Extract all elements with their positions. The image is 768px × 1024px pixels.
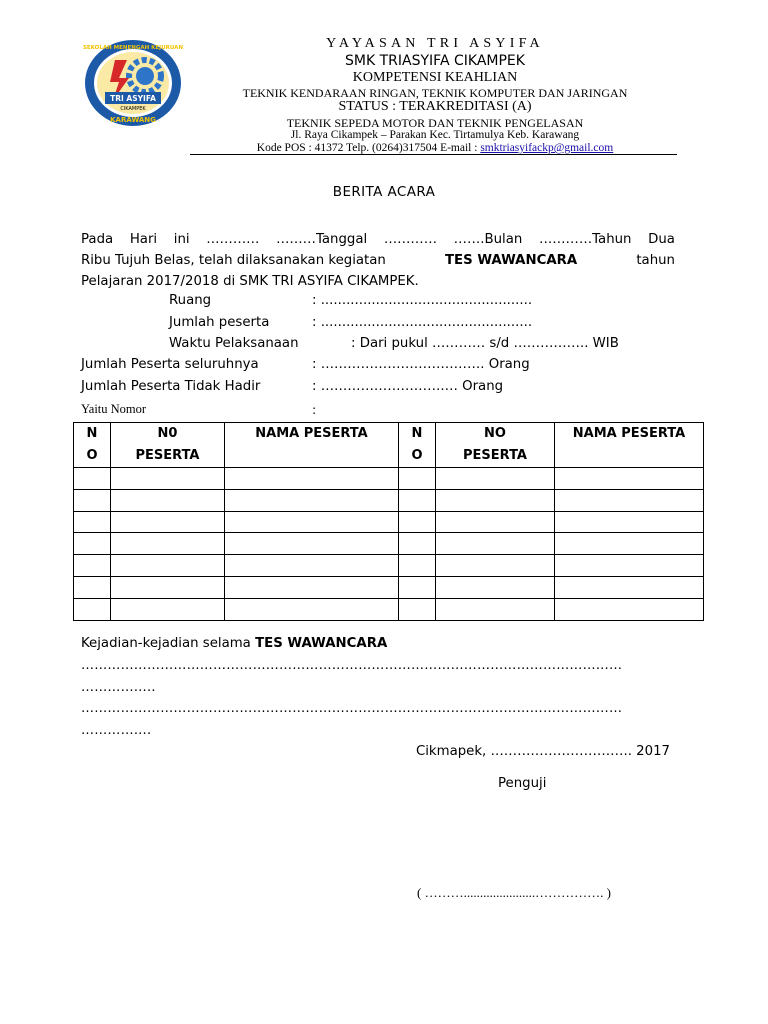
contact-prefix: Kode POS : 41372 Telp. (0264)317504 E-mail :: [256, 142, 481, 154]
table-row: [74, 598, 704, 620]
header-no-peserta-right: NO PESERTA: [436, 423, 555, 468]
table-cell: [436, 576, 555, 598]
incidents-activity: TES WAWANCARA: [255, 636, 388, 651]
intro-word: …………: [383, 232, 438, 247]
incidents-line-1: ……………………………………………………………………………………………………………: [81, 658, 623, 673]
table-cell: [111, 598, 225, 620]
table-cell: [225, 555, 399, 577]
intro-word: …….Bulan: [453, 232, 523, 247]
table-cell: [74, 468, 111, 490]
logo-ring-text: SEKOLAH MENENGAH KEJURUAN: [83, 45, 183, 51]
table-cell: [74, 555, 111, 577]
header-no-peserta-left: N0 PESERTA: [111, 423, 225, 468]
table-row: [74, 576, 704, 598]
accreditation-status: STATUS : TERAKREDITASI (A): [338, 99, 532, 114]
table-cell: [436, 489, 555, 511]
table-cell: [111, 555, 225, 577]
table-cell: [436, 555, 555, 577]
school-name: SMK TRIASYIFA CIKAMPEK: [345, 53, 525, 69]
table-cell: [225, 576, 399, 598]
table-row: [74, 555, 704, 577]
peserta-seluruhnya-label: Jumlah Peserta seluruhnya: [81, 357, 259, 372]
table-row: [74, 511, 704, 533]
place-date: Cikmapek, ………………………….. 2017: [415, 744, 670, 759]
table-row: [74, 533, 704, 555]
header-no-left: N O: [74, 423, 111, 468]
foundation-name: YAYASAN TRI ASYIFA: [326, 36, 544, 51]
letterhead-divider: [190, 154, 677, 155]
logo-bottom-text: KARAWANG: [110, 116, 156, 124]
school-contact: [190, 142, 680, 154]
peserta-tidak-hadir-label: Jumlah Peserta Tidak Hadir: [81, 379, 261, 394]
table-cell: [399, 555, 436, 577]
table-cell: [225, 489, 399, 511]
incidents-line-2-cont: …………….: [81, 723, 152, 738]
intro-paragraph: [81, 229, 675, 292]
table-cell: [225, 468, 399, 490]
table-cell: [399, 511, 436, 533]
table-cell: [399, 489, 436, 511]
intro-word: ………Tanggal: [276, 232, 368, 247]
school-crest-logo: [83, 38, 183, 128]
signature-line: ( ………......................……………. ): [417, 885, 611, 900]
table-cell: [111, 533, 225, 555]
table-cell: [555, 511, 704, 533]
table-cell: [225, 533, 399, 555]
yaitu-nomor-value: :: [312, 402, 317, 417]
table-cell: [555, 576, 704, 598]
table-cell: [555, 533, 704, 555]
table-cell: [111, 511, 225, 533]
table-cell: [225, 511, 399, 533]
intro-line-2-end: tahun: [636, 253, 675, 268]
intro-word: …………Tahun: [538, 232, 632, 247]
participants-table: [73, 422, 704, 621]
programs-line-2: TEKNIK SEPEDA MOTOR DAN TEKNIK PENGELASAN: [286, 116, 584, 130]
activity-name: TES WAWANCARA: [444, 253, 578, 268]
programs-line-1: TEKNIK KENDARAAN RINGAN, TEKNIK KOMPUTER DAN JARINGAN: [242, 86, 628, 100]
intro-line-2-text: Ribu Tujuh Belas, telah dilaksanakan kegiatan: [81, 253, 386, 268]
table-cell: [399, 468, 436, 490]
waktu-label: Waktu Pelaksanaan: [169, 336, 299, 351]
table-cell: [436, 468, 555, 490]
intro-word: ini: [173, 232, 190, 247]
ruang-label: Ruang: [169, 293, 212, 308]
table-cell: [74, 598, 111, 620]
intro-line-2: [81, 250, 675, 271]
table-cell: [399, 598, 436, 620]
email-link[interactable]: smktriasyifackp@gmail.com: [480, 142, 614, 154]
school-address: Jl. Raya Cikampek – Parakan Kec. Tirtamulya Keb. Karawang: [290, 129, 580, 141]
jumlah-peserta-value: : ..................................................: [312, 315, 533, 330]
intro-word: Pada: [81, 232, 114, 247]
incidents-label-text: Kejadian-kejadian selama: [81, 636, 251, 651]
table-cell: [436, 598, 555, 620]
intro-word: Hari: [129, 232, 158, 247]
table-cell: [555, 598, 704, 620]
incidents-line-1-cont: ……………..: [81, 680, 156, 695]
table-cell: [399, 576, 436, 598]
table-cell: [225, 598, 399, 620]
table-row: [74, 489, 704, 511]
table-cell: [555, 555, 704, 577]
table-cell: [111, 576, 225, 598]
intro-line-3: Pelajaran 2017/2018 di SMK TRI ASYIFA CIKAMPEK.: [81, 274, 419, 289]
table-cell: [74, 533, 111, 555]
table-header-row: [74, 423, 704, 468]
table-row: [74, 468, 704, 490]
document-title: BERITA ACARA: [332, 184, 436, 200]
table-cell: [436, 533, 555, 555]
table-cell: [555, 489, 704, 511]
jumlah-peserta-label: Jumlah peserta: [169, 315, 270, 330]
logo-banner-text: TRI ASYIFA: [110, 94, 156, 103]
incidents-label: [81, 636, 387, 651]
intro-word: Dua: [648, 232, 675, 247]
table-cell: [399, 533, 436, 555]
table-cell: [111, 468, 225, 490]
header-no-right: N O: [399, 423, 436, 468]
table-cell: [111, 489, 225, 511]
competency-heading: KOMPETENSI KEAHLIAN: [352, 70, 518, 85]
table-cell: [436, 511, 555, 533]
intro-line-1: [81, 229, 675, 250]
peserta-seluruhnya-value: : ………………………………. Orang: [312, 357, 530, 372]
waktu-value: : Dari pukul ………… s/d …………….. WIB: [351, 336, 619, 351]
header-nama-peserta-right: NAMA PESERTA: [555, 423, 704, 468]
intro-word: …………: [206, 232, 260, 247]
logo-sub-text: CIKAMPEK: [120, 106, 146, 112]
incidents-line-2: ……………………………………………………………………………………………………………: [81, 701, 623, 716]
table-cell: [74, 489, 111, 511]
examiner-role: Penguji: [498, 776, 547, 791]
table-cell: [74, 576, 111, 598]
peserta-tidak-hadir-value: : ……………………….… Orang: [312, 379, 504, 394]
yaitu-nomor-label: Yaitu Nomor: [81, 402, 147, 416]
table-cell: [555, 468, 704, 490]
header-nama-peserta-left: NAMA PESERTA: [225, 423, 399, 468]
ruang-value: : ..................................................: [312, 293, 533, 308]
table-cell: [74, 511, 111, 533]
